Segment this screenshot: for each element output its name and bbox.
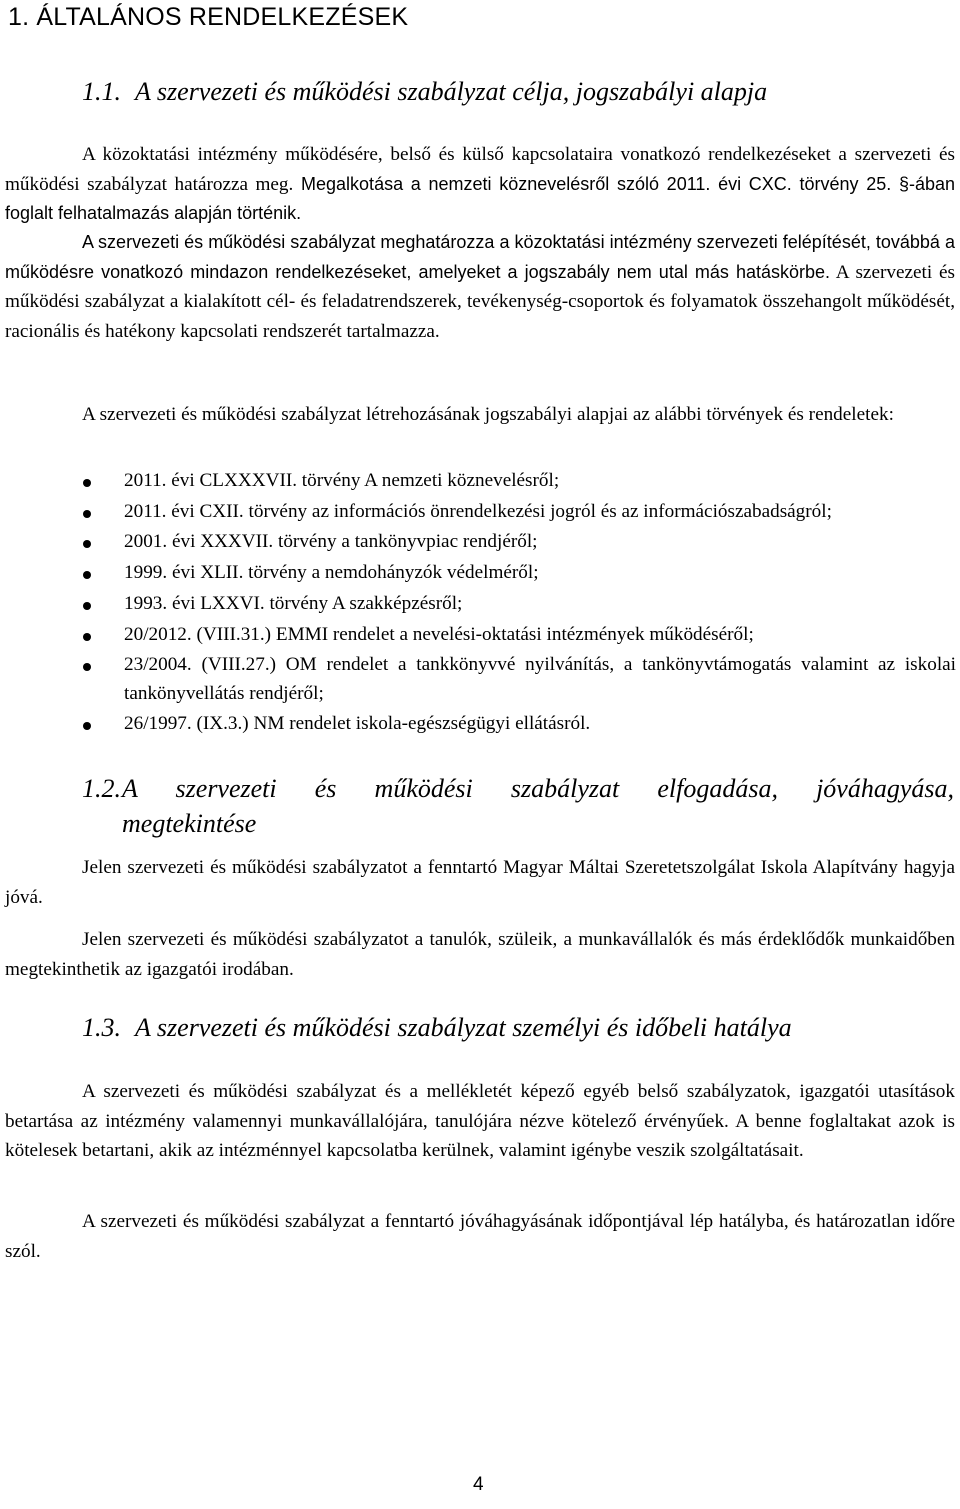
bullet-icon <box>83 479 91 487</box>
paragraph-access: Jelen szervezeti és működési szabályzatot a tanulók, szüleik, a munkavállalók és más érdeklődők munkaidőben megtekinthetik az igazgatói irodában. <box>5 929 955 980</box>
main-heading: 1. ÁLTALÁNOS RENDELKEZÉSEK <box>8 3 409 31</box>
list-item: 2001. évi XXXVII. törvény a tankönyvpiac rendjéről; <box>0 528 956 556</box>
bullet-icon <box>83 602 91 610</box>
bullet-icon <box>83 722 91 730</box>
bullet-icon <box>83 633 91 641</box>
section-title: A szervezeti és működési szabályzat személyi és időbeli hatálya <box>135 1013 792 1042</box>
paragraph-scope <box>5 140 955 229</box>
paragraph-text: A közoktatási intézmény működésére, belső és külső kapcsolataira vonatkozó rendelkezéseket a szervezeti és működési szabályzat határozza meg. <box>5 144 955 195</box>
section-1-2-title-line-1: A szervezeti és működési szabályzat elfogadása, jóváhagyása, <box>122 774 954 803</box>
section-1-2-title-line-2: megtekintése <box>122 809 257 838</box>
list-item: 26/1997. (IX.3.) NM rendelet iskola-egészségügyi ellátásról. <box>0 710 956 738</box>
paragraph-legal-basis-intro: A szervezeti és működési szabályzat létrehozásának jogszabályi alapjai az alábbi törvények és rendeletek: <box>82 404 894 425</box>
bullet-icon <box>83 510 91 518</box>
page-number: 4 <box>473 1474 484 1495</box>
paragraph-text-legal-basis: Megalkotása a nemzeti köznevelésről szóló 2011. évi CXC. törvény 25. §-ában foglalt felhatalmazás alapján történik. <box>5 173 955 224</box>
paragraph-approval: Jelen szervezeti és működési szabályzatot a fenntartó Magyar Máltai Szeretetszolgálat Iskola Alapítvány hagyja jóvá. <box>5 857 955 908</box>
list-item: 1993. évi LXXVI. törvény A szakképzésről; <box>0 590 956 618</box>
paragraph-effective-date: A szervezeti és működési szabályzat a fenntartó jóváhagyásának időpontjával lép hatályba, és határozatlan időre szól. <box>5 1211 955 1262</box>
list-item: 20/2012. (VIII.31.) EMMI rendelet a nevelési-oktatási intézmények működéséről; <box>0 621 956 649</box>
list-item: 2011. évi CXII. törvény az információs önrendelkezési jogról és az információszabadságról; <box>0 498 956 526</box>
section-1-3-heading <box>82 1013 792 1043</box>
bullet-icon <box>83 540 91 548</box>
bullet-icon <box>83 571 91 579</box>
bullet-icon <box>83 663 91 671</box>
section-number: 1.3. <box>82 1013 121 1042</box>
section-number: 1.1. <box>82 77 121 106</box>
section-1-1-heading <box>82 77 767 107</box>
list-item: 1999. évi XLII. törvény a nemdohányzók védelméről; <box>0 559 956 587</box>
section-title: A szervezeti és működési szabályzat célja, jogszabályi alapja <box>135 77 768 106</box>
paragraph-scope-of-validity: A szervezeti és működési szabályzat és a mellékletét képező egyéb belső szabályzatok, igazgatói utasítások betartása az intézmény valamennyi munkavállalójára, tanulójára nézve kötelező érvényűek. A benne foglaltakat azok is kötelesek betartani, akik az intézménnyel kapcsolatba kerülnek, valamint igénybe veszik szolgáltatásait. <box>5 1081 955 1162</box>
section-number: 1.2. <box>82 774 121 803</box>
paragraph-text: A szervezeti és működési szabályzat meghatározza a közoktatási intézmény szervezeti felépítését, továbbá a működésre vonatkozó mindazon rendelkezéseket, amelyeket a jogszabály nem utal más hatáskörbe. <box>5 232 955 282</box>
list-item: 2011. évi CLXXXVII. törvény A nemzeti köznevelésről; <box>0 467 956 495</box>
paragraph-content <box>5 228 955 346</box>
laws-list <box>0 467 960 741</box>
paragraph-text-continued: A szervezeti és működési szabályzat a kialakított cél- és feladatrendszerek, tevékenység-csoportok és folyamatok összehangolt működését, racionális és hatékony kapcsolati rendszerét tartalmazza. <box>5 261 955 342</box>
list-item: 23/2004. (VIII.27.) OM rendelet a tankkönyvvé nyilvánítás, a tankönyvtámogatás valamint az iskolai tankönyvellátás rendjéről; <box>0 651 956 708</box>
